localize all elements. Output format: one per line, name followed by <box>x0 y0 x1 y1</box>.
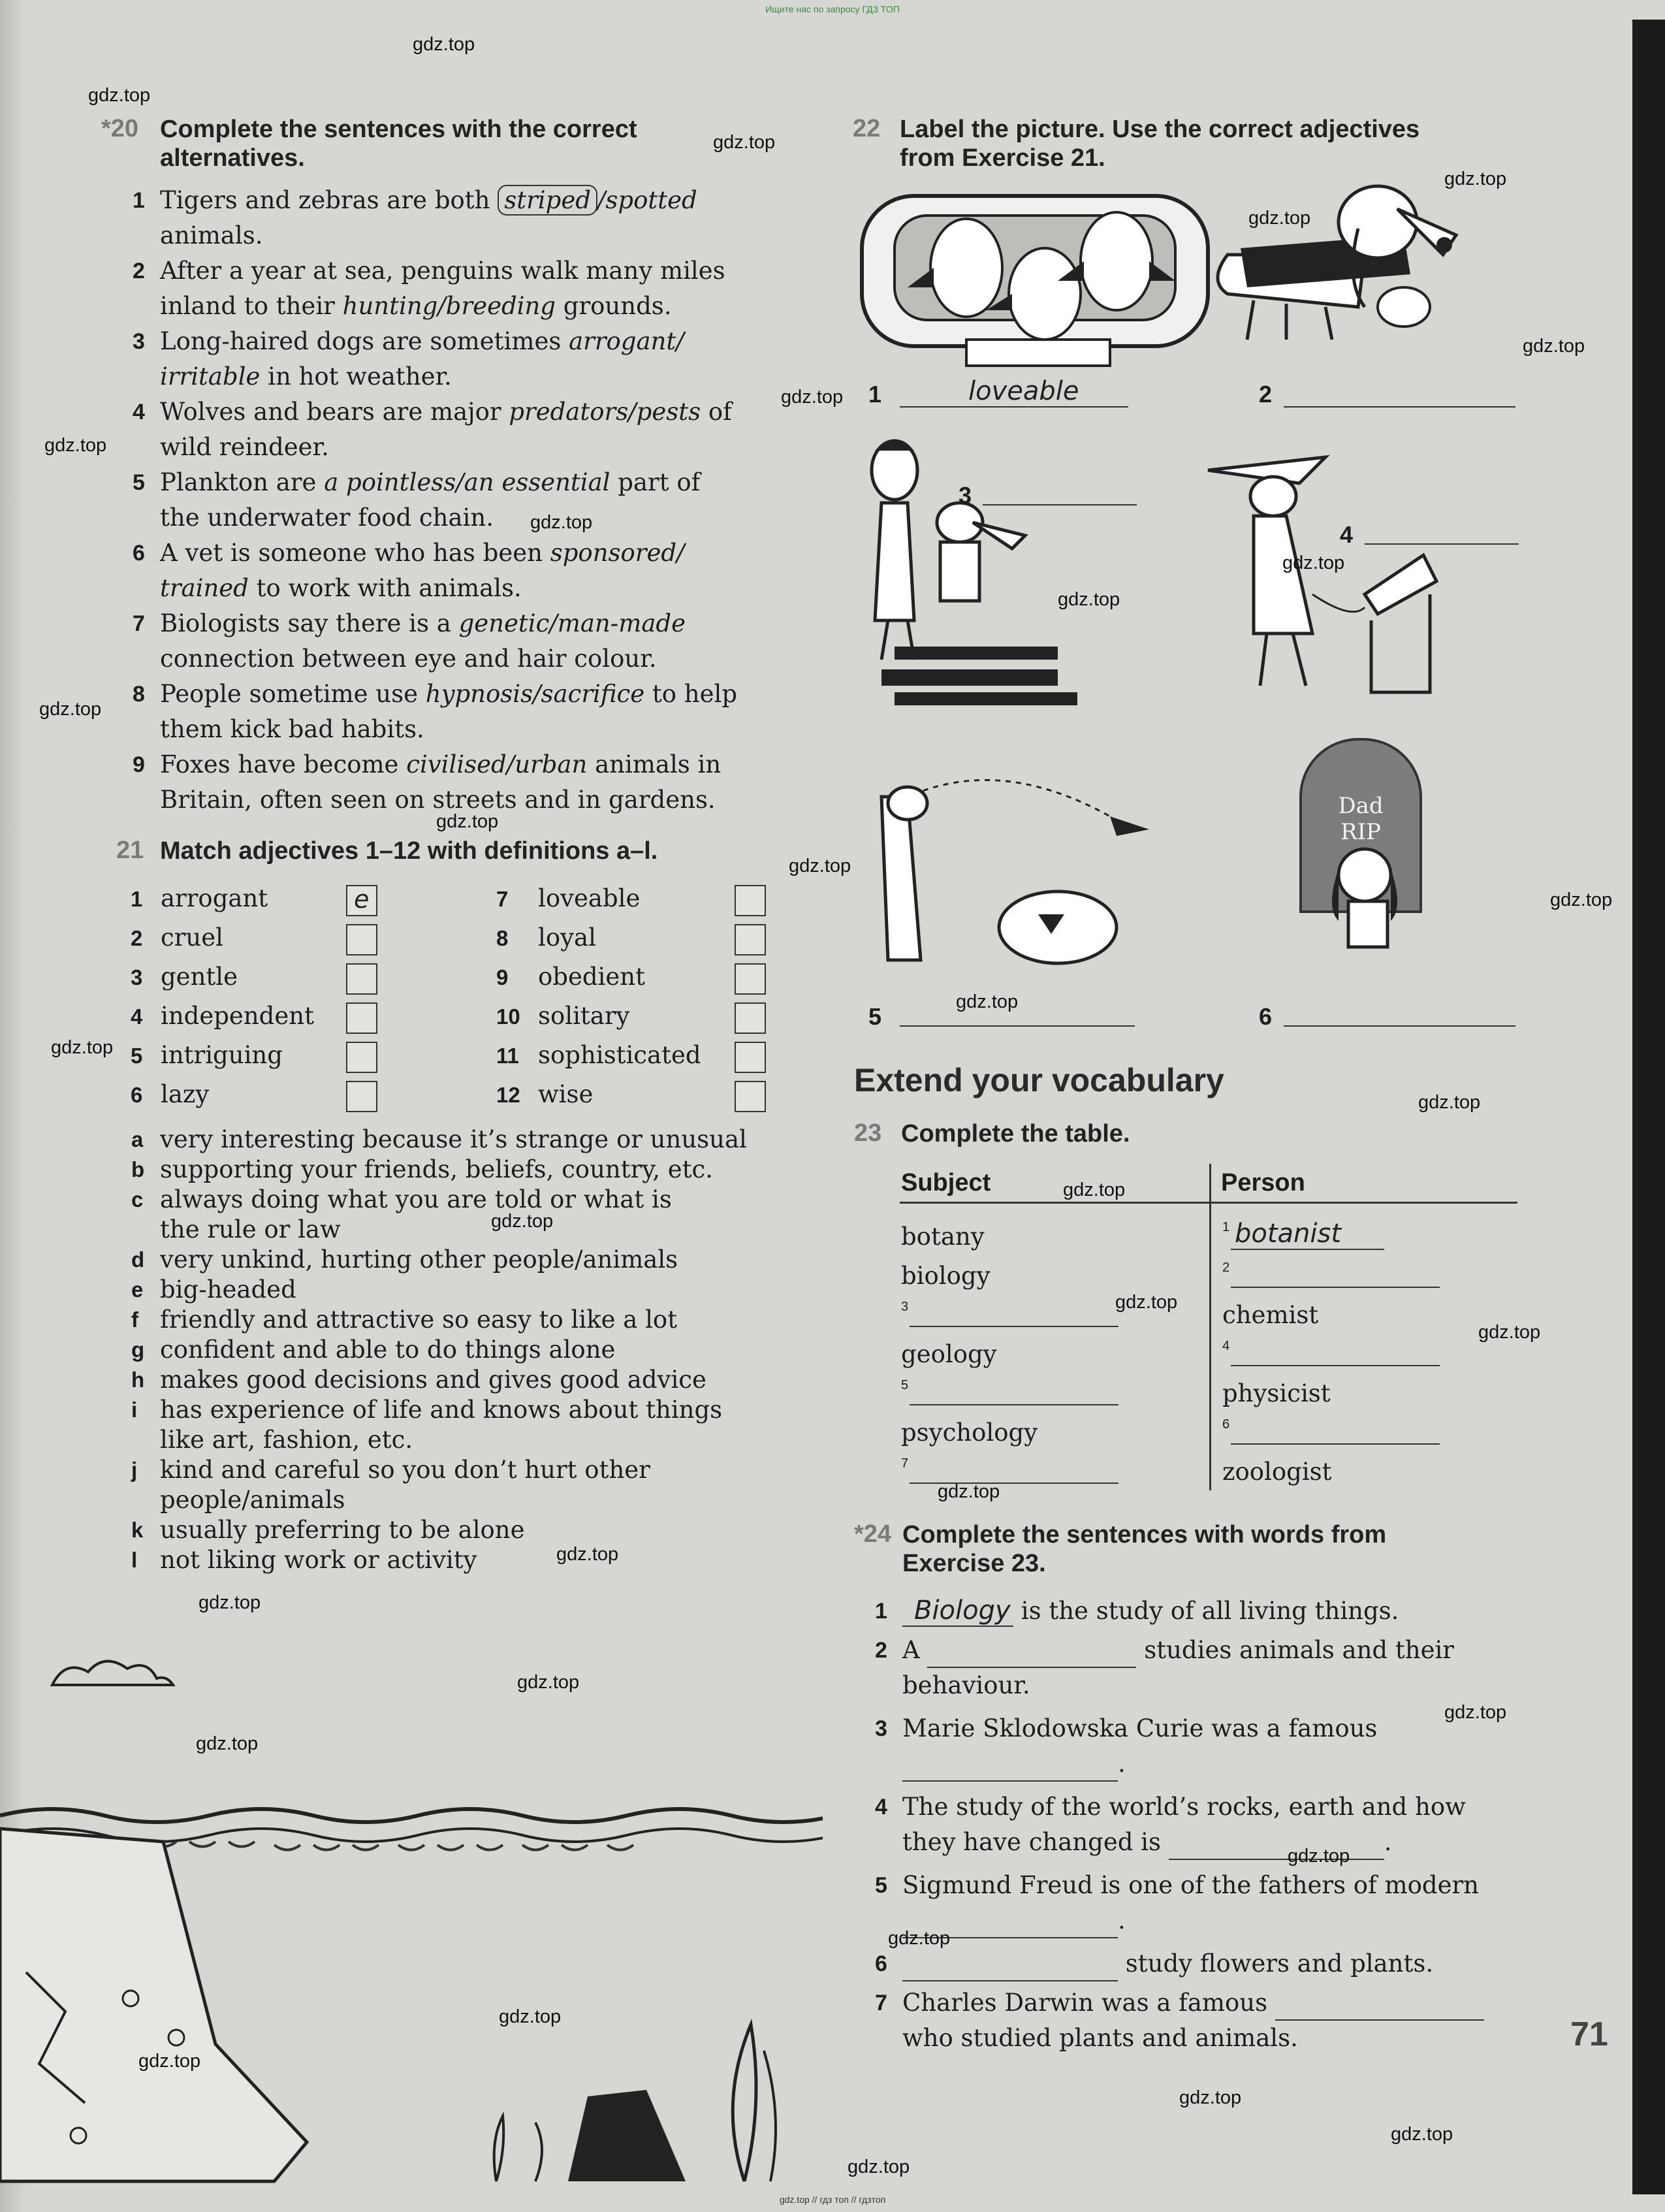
footer-note: gdz.top // гдз топ // гдзтоп <box>779 2194 886 2205</box>
definition-f: f friendly and attractive so easy to like a lot <box>131 1306 678 1334</box>
label-num-1: 1 <box>868 381 882 408</box>
answer-box-2[interactable] <box>346 924 377 955</box>
label-num-2: 2 <box>1259 381 1273 408</box>
definition-a: a very interesting because it’s strange or unusual <box>131 1125 747 1153</box>
watermark: gdz.top <box>1523 336 1585 357</box>
table-header-rule <box>900 1202 1517 1204</box>
ex21-header <box>116 837 144 865</box>
picture-2-dogs <box>1201 176 1476 359</box>
answer-circled: striped <box>498 185 597 216</box>
table-subject-6: psychology <box>901 1419 1038 1447</box>
page-number: 71 <box>1570 2015 1608 2053</box>
definition-e: e big-headed <box>131 1275 296 1304</box>
tombstone-line-1: Dad <box>1338 793 1384 819</box>
answer-box-6[interactable] <box>346 1081 377 1112</box>
definition-j: j kind and careful so you don’t hurt other <box>131 1456 650 1484</box>
watermark: gdz.top <box>1058 589 1120 610</box>
ex20-item-8: 8 People sometime use hypnosis/sacrifice to help them kick bad habits. <box>133 680 738 743</box>
picture-6-dog <box>1312 842 1417 954</box>
label-num-4: 4 <box>1340 521 1354 548</box>
watermark: gdz.top <box>196 1733 259 1754</box>
answer-box-9[interactable] <box>735 963 766 995</box>
blank-6[interactable] <box>902 1955 1118 1981</box>
answer-box-12[interactable] <box>735 1081 766 1112</box>
ex23-title: Complete the table. <box>901 1120 1130 1147</box>
table-subject-4: geology <box>901 1340 997 1368</box>
ex24-sentence-6: 6 study flowers and plants. <box>902 1946 1433 1981</box>
table-column-divider <box>1209 1164 1211 1490</box>
watermark: gdz.top <box>713 132 776 153</box>
watermark: gdz.top <box>491 1211 554 1232</box>
watermark: gdz.top <box>44 435 107 456</box>
answer-box-3[interactable] <box>346 963 377 995</box>
ex20-item-1: 1 Tigers and zebras are both striped /spotted animals. <box>133 186 697 249</box>
header-note: Ищите нас по запросу ГДЗ ТОП <box>765 4 900 14</box>
ex24-sentence-2: 2 A studies animals and their behaviour. <box>875 1636 1454 1699</box>
blank-1[interactable]: Biology <box>902 1596 1013 1627</box>
answer-box-11[interactable] <box>735 1042 766 1073</box>
ex24-sentence-5: 5 Sigmund Freud is one of the fathers of modern . <box>902 1868 1479 1938</box>
ex23-header <box>854 1119 881 1147</box>
ex24-sentence-3: 3 Marie Sklodowska Curie was a famous . <box>902 1711 1377 1782</box>
definition-c-cont: the rule or law <box>160 1215 341 1243</box>
section-heading-extend-vocabulary: Extend your vocabulary <box>854 1062 1224 1098</box>
adj-1: 1 arrogant <box>131 884 268 912</box>
table-header-person: Person <box>1221 1169 1305 1196</box>
definition-i: i has experience of life and knows about things <box>131 1396 723 1424</box>
adj-11: 11 sophisticated <box>496 1041 701 1069</box>
ex22-title: Label the picture. Use the correct adjectives from Exercise 21. <box>900 116 1420 172</box>
table-person-7: zoologist <box>1222 1458 1332 1486</box>
label-blank-3[interactable] <box>983 477 1137 505</box>
watermark: gdz.top <box>413 34 475 55</box>
ex24-sentence-4: 4 The study of the world’s rocks, earth and how they have changed is . <box>902 1789 1466 1860</box>
watermark: gdz.top <box>1444 168 1507 189</box>
ex21-number: 21 <box>116 837 144 864</box>
watermark: gdz.top <box>789 856 851 876</box>
definition-c: c always doing what you are told or what is <box>131 1185 672 1213</box>
table-person-3: chemist <box>1222 1301 1319 1329</box>
answer-box-4[interactable] <box>346 1002 377 1034</box>
table-subject-1: botany <box>901 1223 985 1251</box>
adj-5: 5 intriguing <box>131 1041 283 1069</box>
watermark: gdz.top <box>1179 2087 1242 2108</box>
blank-2[interactable] <box>927 1642 1136 1668</box>
definition-h: h makes good decisions and gives good advice <box>131 1366 706 1394</box>
ex24-sentence-7: 7 Charles Darwin was a famous who studied plants and animals. <box>902 1985 1484 2056</box>
table-person-blank-4[interactable] <box>1231 1339 1440 1366</box>
label-blank-6[interactable] <box>1284 998 1515 1027</box>
table-header-subject: Subject <box>901 1169 991 1196</box>
definition-d: d very unkind, hurting other people/animals <box>131 1245 678 1274</box>
ex24-number: *24 <box>854 1520 892 1548</box>
ex20-item-3: 3 Long-haired dogs are sometimes arrogant/ irritable in hot weather. <box>133 327 684 391</box>
watermark: gdz.top <box>436 811 499 832</box>
watermark: gdz.top <box>499 2006 562 2027</box>
table-subject-blank-3[interactable] <box>910 1300 1118 1327</box>
definition-g: g confident and able to do things alone <box>131 1336 616 1364</box>
table-subject-2: biology <box>901 1262 991 1290</box>
watermark: gdz.top <box>1550 890 1613 910</box>
watermark: gdz.top <box>517 1672 580 1693</box>
ex20-header <box>101 115 138 143</box>
watermark: gdz.top <box>1418 1092 1481 1113</box>
label-blank-4[interactable] <box>1365 516 1519 545</box>
ex20-title: Complete the sentences with the correct alternatives. <box>160 116 637 172</box>
label-blank-1[interactable]: loveable <box>900 379 1128 408</box>
watermark: gdz.top <box>138 2051 201 2072</box>
adj-3: 3 gentle <box>131 963 238 991</box>
watermark: gdz.top <box>1478 1322 1541 1343</box>
watermark: gdz.top <box>1288 1846 1350 1867</box>
blank-4[interactable] <box>1169 1834 1384 1860</box>
page-edge <box>1632 20 1665 2194</box>
label-num-5: 5 <box>868 1003 882 1030</box>
blank-3[interactable] <box>902 1755 1118 1782</box>
definition-l: l not liking work or activity <box>131 1546 477 1574</box>
adj-10: 10 solitary <box>496 1002 630 1030</box>
watermark: gdz.top <box>938 1481 1000 1502</box>
ex21-title: Match adjectives 1–12 with definitions a–l. <box>160 837 658 865</box>
ex20-item-9: 9 Foxes have become civilised/urban animals in Britain, often seen on streets and in gardens. <box>133 750 722 814</box>
picture-1-birds-on-sofa <box>855 189 1221 372</box>
ex20-item-7: 7 Biologists say there is a genetic/man-made connection between eye and hair colour. <box>133 609 686 673</box>
table-person-blank-6[interactable] <box>1231 1417 1440 1445</box>
label-blank-2[interactable] <box>1284 379 1515 408</box>
answer-box-5[interactable] <box>346 1042 377 1073</box>
adj-12: 12 wise <box>496 1080 594 1108</box>
ex22-header <box>853 115 880 143</box>
definition-i-cont: like art, fashion, etc. <box>160 1426 413 1454</box>
table-subject-blank-7[interactable] <box>910 1456 1118 1484</box>
definition-j-cont: people/animals <box>160 1486 345 1514</box>
watermark: gdz.top <box>530 512 593 533</box>
watermark: gdz.top <box>1115 1292 1178 1313</box>
ex20-item-2: 2 After a year at sea, penguins walk many miles inland to their hunting/breeding grounds. <box>133 257 725 320</box>
ex22-number: 22 <box>853 115 881 142</box>
watermark: gdz.top <box>1282 553 1345 573</box>
answer-box-10[interactable] <box>735 1002 766 1034</box>
table-person-blank-2[interactable] <box>1231 1260 1440 1288</box>
watermark: gdz.top <box>888 1928 951 1949</box>
ex20-item-5: 5 Plankton are a pointless/an essential part of the underwater food chain. <box>133 468 701 532</box>
adj-7: 7 loveable <box>496 884 641 912</box>
watermark: gdz.top <box>1248 208 1311 229</box>
definition-k: k usually preferring to be alone <box>131 1516 525 1544</box>
adj-8: 8 loyal <box>496 923 596 952</box>
ex20-item-6: 6 A vet is someone who has been sponsored/ trained to work with animals. <box>133 539 685 602</box>
label-num-3: 3 <box>959 482 972 509</box>
ex24-sentence-1: 1 Biology is the study of all living things. <box>875 1595 1399 1626</box>
answer-box-8[interactable] <box>735 924 766 955</box>
watermark: gdz.top <box>88 85 151 106</box>
answer-box-1[interactable]: e <box>346 885 377 916</box>
adj-6: 6 lazy <box>131 1080 210 1108</box>
ex24-header <box>854 1520 891 1548</box>
watermark: gdz.top <box>956 991 1019 1012</box>
table-person-5: physicist <box>1222 1379 1331 1407</box>
watermark: gdz.top <box>1391 2124 1453 2145</box>
adj-9: 9 obedient <box>496 963 645 991</box>
watermark: gdz.top <box>848 2156 910 2177</box>
table-subject-blank-5[interactable] <box>910 1378 1118 1405</box>
underwater-illustration <box>0 1620 823 2188</box>
label-num-6: 6 <box>1259 1003 1273 1030</box>
watermark: gdz.top <box>1444 1702 1507 1723</box>
ex20-item-4: 4 Wolves and bears are major predators/pests of wild reindeer. <box>133 398 732 461</box>
picture-3-man-and-dog-crossing <box>855 431 1143 705</box>
ex24-title: Complete the sentences with words from Exercise 23. <box>902 1521 1387 1577</box>
tombstone-line-2: RIP <box>1340 819 1381 845</box>
watermark: gdz.top <box>39 699 102 720</box>
watermark: gdz.top <box>1063 1179 1126 1200</box>
watermark: gdz.top <box>51 1037 114 1058</box>
cloud-icon <box>52 1661 173 1685</box>
answer-box-7[interactable] <box>735 885 766 916</box>
picture-4-woman-and-dog <box>1195 444 1469 705</box>
adj-2: 2 cruel <box>131 923 223 952</box>
watermark: gdz.top <box>198 1592 261 1613</box>
adj-4: 4 independent <box>131 1002 314 1030</box>
definition-b: b supporting your friends, beliefs, country, etc. <box>131 1155 714 1183</box>
picture-5-man-and-sleeping-dog <box>855 764 1182 980</box>
watermark: gdz.top <box>781 387 844 408</box>
blank-7[interactable] <box>1275 1995 1484 2021</box>
ex20-number: *20 <box>101 115 139 142</box>
table-person-blank-1[interactable]: botanist <box>1231 1220 1384 1250</box>
watermark: gdz.top <box>556 1544 619 1565</box>
ex23-number: 23 <box>854 1119 882 1147</box>
